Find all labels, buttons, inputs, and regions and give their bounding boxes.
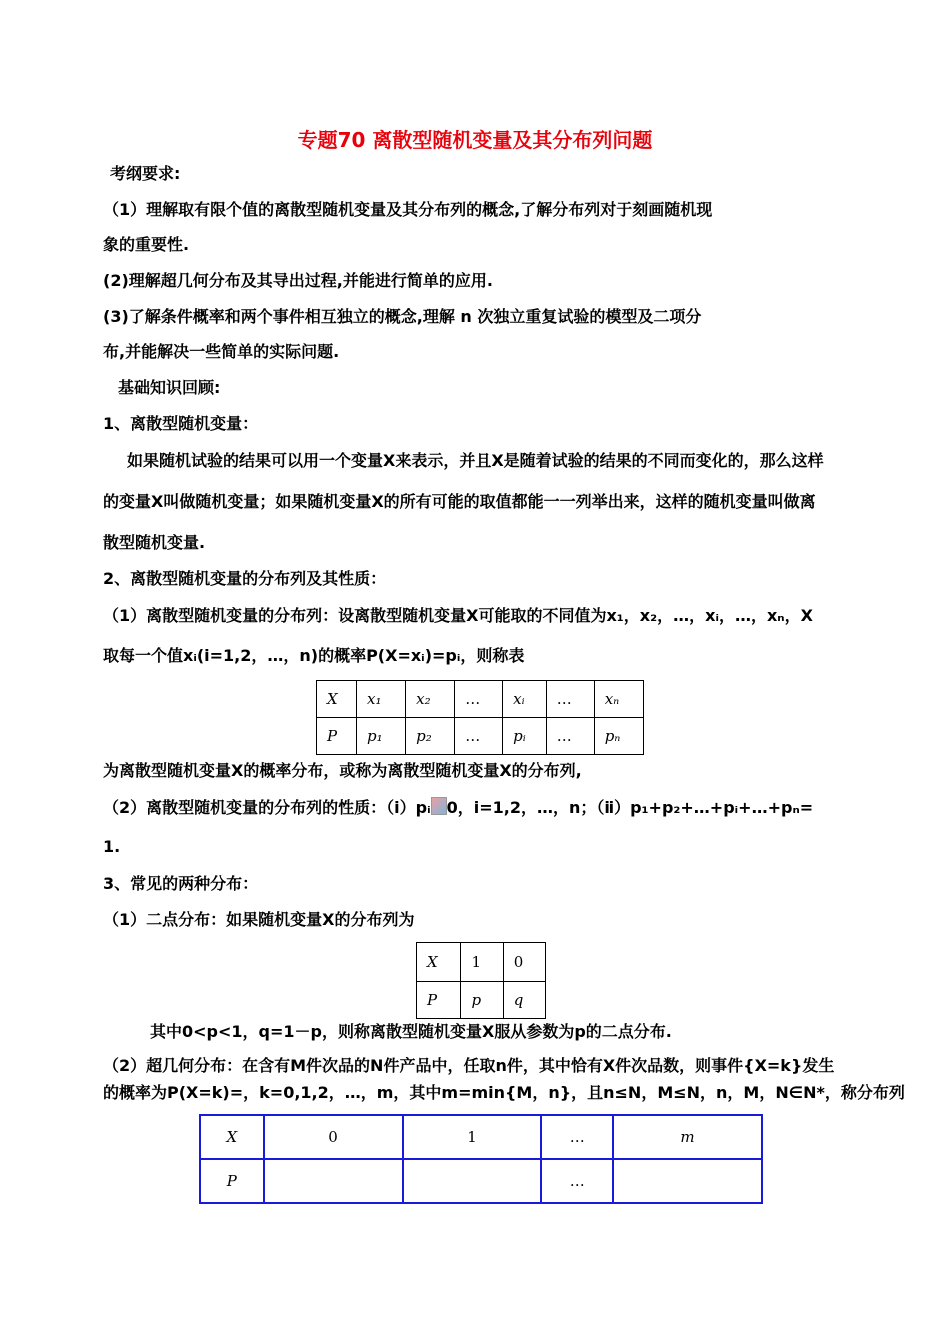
two-point-table [416, 942, 546, 1019]
distribution-table [316, 680, 644, 755]
table-cell: … [541, 1115, 613, 1159]
paragraph-properties [103, 797, 813, 819]
paragraph: 散型随机变量. [103, 533, 206, 552]
paragraph: (3)了解条件概率和两个事件相互独立的概念,理解 n 次独立重复试验的模型及二项分 [103, 307, 702, 326]
table-cell: m [613, 1115, 762, 1159]
paragraph: 如果随机试验的结果可以用一个变量X来表示，并且X是随着试验的结果的不同而变化的，那么这样 [127, 451, 824, 470]
paragraph: 布,并能解决一些简单的实际问题. [103, 342, 340, 361]
table-cell: P [200, 1159, 264, 1203]
table-cell: x₁ [357, 681, 406, 718]
table-cell: … [541, 1159, 613, 1203]
paragraph: (2)理解超几何分布及其导出过程,并能进行简单的应用. [103, 271, 493, 290]
paragraph: 其中0<p<1，q=1－p，则称离散型随机变量X服从参数为p的二点分布. [150, 1022, 672, 1041]
table-cell: q [503, 982, 545, 1019]
table-cell: P [317, 718, 357, 755]
text-fragment: 0，i=1,2，…，n；（ⅱ）p₁+p₂+…+pᵢ+…+pₙ= [446, 798, 814, 817]
paragraph: 1. [103, 837, 121, 856]
table-cell: p₁ [357, 718, 406, 755]
section-heading-2: 2、离散型随机变量的分布列及其性质： [103, 569, 387, 588]
table-cell [613, 1159, 762, 1203]
section-heading-3: 3、常见的两种分布： [103, 874, 259, 893]
table-cell: X [317, 681, 357, 718]
table-cell: p [461, 982, 503, 1019]
table-cell: p₂ [406, 718, 455, 755]
table-cell [264, 1159, 403, 1203]
table-cell [403, 1159, 542, 1203]
table-cell: x₂ [406, 681, 455, 718]
table-cell: 1 [461, 943, 503, 982]
paragraph: （1）理解取有限个值的离散型随机变量及其分布列的概念,了解分布列对于刻画随机现 [103, 200, 713, 219]
section-heading-basics: 基础知识回顾: [118, 378, 221, 397]
paragraph: 象的重要性. [103, 235, 190, 254]
paragraph: 的概率为P(X=k)=，k=0,1,2，…，m，其中m=min{M，n}，且n≤N，M≤N，n，M，N∈N*，称分布列 [103, 1083, 905, 1102]
table-cell: xᵢ [503, 681, 547, 718]
paragraph: （1）离散型随机变量的分布列：设离散型随机变量X可能取的不同值为x₁，x₂，…，xᵢ，…，xₙ，X [103, 606, 813, 625]
hypergeometric-table [199, 1114, 763, 1204]
paragraph: 取每一个值xᵢ(i=1,2，…，n)的概率P(X=xᵢ)=pᵢ，则称表 [103, 646, 525, 665]
paragraph: 为离散型随机变量X的概率分布，或称为离散型随机变量X的分布列, [103, 761, 582, 780]
section-heading-requirements: 考纲要求: [110, 164, 181, 183]
table-cell: 1 [403, 1115, 542, 1159]
text-fragment: （2）离散型随机变量的分布列的性质：（ⅰ）pᵢ [103, 798, 431, 817]
table-cell: xₙ [594, 681, 643, 718]
table-cell: … [546, 681, 594, 718]
table-cell: X [417, 943, 461, 982]
table-cell: … [455, 681, 503, 718]
page-title: 专题70 离散型随机变量及其分布列问题 [297, 128, 653, 152]
table-cell: … [546, 718, 594, 755]
table-cell: X [200, 1115, 264, 1159]
paragraph: 的变量X叫做随机变量；如果随机变量X的所有可能的取值都能一一列举出来，这样的随机变量叫做离 [103, 492, 816, 511]
paragraph: （1）二点分布：如果随机变量X的分布列为 [103, 910, 415, 929]
table-cell: … [455, 718, 503, 755]
table-cell: pₙ [594, 718, 643, 755]
table-cell: P [417, 982, 461, 1019]
greater-equal-icon [431, 797, 447, 815]
table-cell: 0 [503, 943, 545, 982]
paragraph: （2）超几何分布：在含有M件次品的N件产品中，任取n件，其中恰有X件次品数，则事件{X=k}发生 [103, 1056, 835, 1075]
table-cell: 0 [264, 1115, 403, 1159]
section-heading-1: 1、离散型随机变量： [103, 414, 259, 433]
table-cell: pᵢ [503, 718, 547, 755]
